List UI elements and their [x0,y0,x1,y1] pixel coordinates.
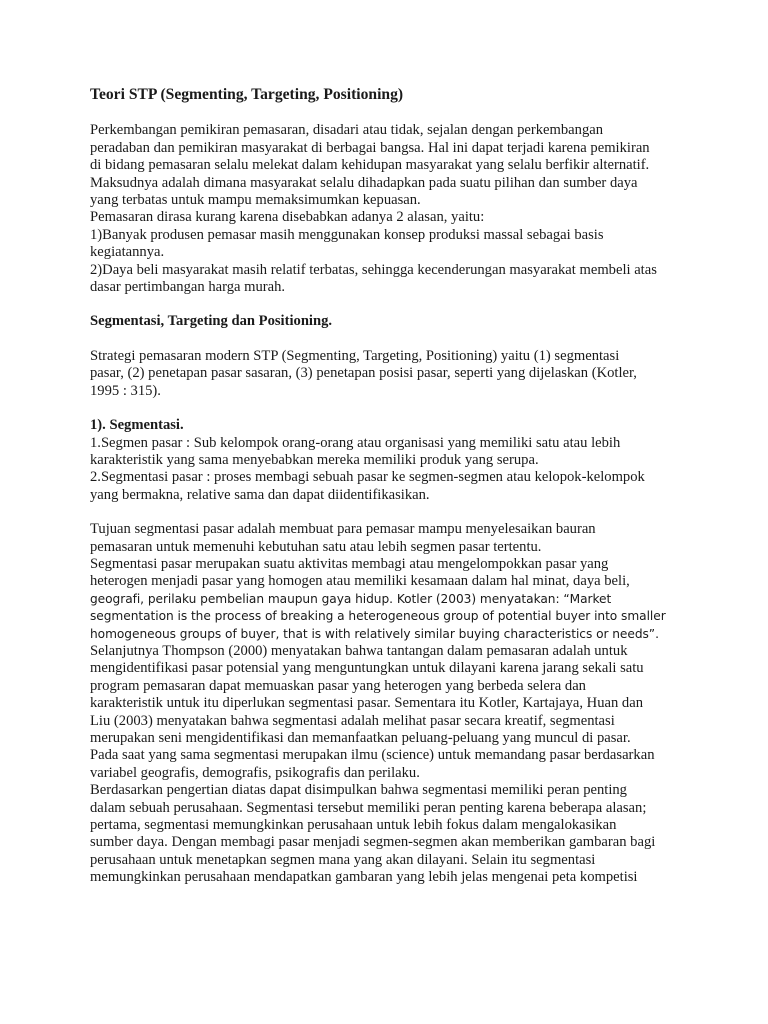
text-line: perusahaan untuk menetapkan segmen mana yang akan dilayani. Selain itu segmentasi [90,851,596,868]
text-line: dalam sebuah perusahaan. Segmentasi tersebut memiliki peran penting karena beberapa alasan; [90,799,647,816]
text-line: sumber daya. Dengan membagi pasar menjadi segmen-segmen akan memberikan gambaran bagi [90,834,656,851]
paragraph-gap [90,296,690,313]
definition-list [90,435,690,505]
text-line: merupakan seni mengidentifikasi dan memanfaatkan peluang-peluang yang muncul di pasar. [90,730,631,746]
text-line: variabel geografis, demografis, psikografis dan perilaku. [90,764,420,781]
text-line: memungkinkan perusahaan mendapatkan gambaran yang lebih jelas mengenai peta kompetisi [90,869,638,886]
text-line: dasar pertimbangan harga murah. [90,279,286,296]
text-line: 2)Daya beli masyarakat masih relatif terbatas, sehingga kecenderungan masyarakat membeli atas [90,261,657,278]
text-line: peradaban dan pemikiran masyarakat di berbagai bangsa. Hal ini dapat terjadi karena pemikiran [90,139,650,156]
text-line: Segmentasi pasar merupakan suatu aktivitas membagi atau mengelompokkan pasar yang [90,555,609,572]
body-paragraph [90,521,690,887]
text-line: Pada saat yang sama segmentasi merupakan ilmu (science) untuk memandang pasar berdasarkan [90,747,655,764]
text-line: pertama, segmentasi memungkinkan perusahaan untuk lebih fokus dalam mengalokasikan [90,817,617,834]
text-line: 1995 : 315). [90,382,161,399]
document-body [90,86,690,887]
list-item: yang bermakna, relative sama dan dapat diidentifikasikan. [90,486,430,503]
intro-paragraph [90,122,690,296]
strategy-paragraph [90,348,690,400]
page-header [0,0,768,62]
text-line: heterogen menjadi pasar yang homogen atau memiliki kesamaan dalam hal minat, daya beli, [90,573,630,590]
paragraph-gap [90,400,690,417]
text-line: yang terbatas untuk mampu memaksimumkan kepuasan. [90,192,421,209]
text-line: pemasaran untuk memenuhi kebutuhan satu atau lebih segmen pasar tertentu. [90,538,542,555]
document-title: Teori STP (Segmenting, Targeting, Positioning) [90,86,404,103]
text-line: pasar, (2) penetapan pasar sasaran, (3) penetapan posisi pasar, seperti yang dijelaskan (Kotler, [90,365,637,382]
text-line: Strategi pemasaran modern STP (Segmenting, Targeting, Positioning) yaitu (1) segmentasi [90,347,620,364]
subheading: 1). Segmentasi. [90,417,184,434]
text-line: 1)Banyak produsen pemasar masih menggunakan konsep produksi massal sebagai basis [90,226,604,243]
text-line: program pemasaran dapat memuaskan pasar yang heterogen yang berbeda selera dan [90,677,586,694]
text-line: Selanjutnya Thompson (2000) menyatakan bahwa tantangan dalam pemasaran adalah untuk [90,642,628,659]
text-line: mengidentifikasi pasar potensial yang menguntungkan untuk dilayani karena jarang sekali satu [90,660,644,677]
text-line: Perkembangan pemikiran pemasaran, disadari atau tidak, sejalan dengan perkembangan [90,122,604,139]
text-line: kegiatannya. [90,244,165,261]
text-line: Liu (2003) menyatakan bahwa segmentasi adalah melihat pasar secara kreatif, segmentasi [90,712,615,729]
list-item: 2.Segmentasi pasar : proses membagi sebuah pasar ke segmen-segmen atau kelopok-kelompok [90,469,645,486]
text-line: geografi, perilaku pembelian maupun gaya hidup. Kotler (2003) menyatakan: “Market [90,591,612,606]
text-line: Berdasarkan pengertian diatas dapat disimpulkan bahwa segmentasi memiliki peran penting [90,782,627,799]
text-line: segmentation is the process of breaking a heterogeneous group of potential buyer into smaller [90,609,666,624]
text-line: Maksudnya adalah dimana masyarakat selalu dihadapkan pada suatu pilihan dan sumber daya [90,174,638,191]
text-line: di bidang pemasaran selalu melekat dalam kehidupan masyarakat yang selalu berfikir alternatif. [90,157,650,174]
text-line: Pemasaran dirasa kurang karena disebabkan adanya 2 alasan, yaitu: [90,209,485,226]
text-line: homogeneous groups of buyer, that is with relatively similar buying characteristics or needs”. [90,626,659,641]
paragraph-gap [90,331,690,348]
paragraph-gap [90,504,690,521]
text-line: Tujuan segmentasi pasar adalah membuat para pemasar mampu menyelesaikan bauran [90,521,596,538]
list-item: 1.Segmen pasar : Sub kelompok orang-orang atau organisasi yang memiliki satu atau lebih [90,434,621,451]
list-item: karakteristik yang sama menyebabkan mereka memiliki produk yang serupa. [90,451,539,468]
text-line: karakteristik untuk itu diperlukan segmentasi pasar. Sementara itu Kotler, Kartajaya, Huan dan [90,695,643,712]
section-heading: Segmentasi, Targeting dan Positioning. [90,313,333,330]
